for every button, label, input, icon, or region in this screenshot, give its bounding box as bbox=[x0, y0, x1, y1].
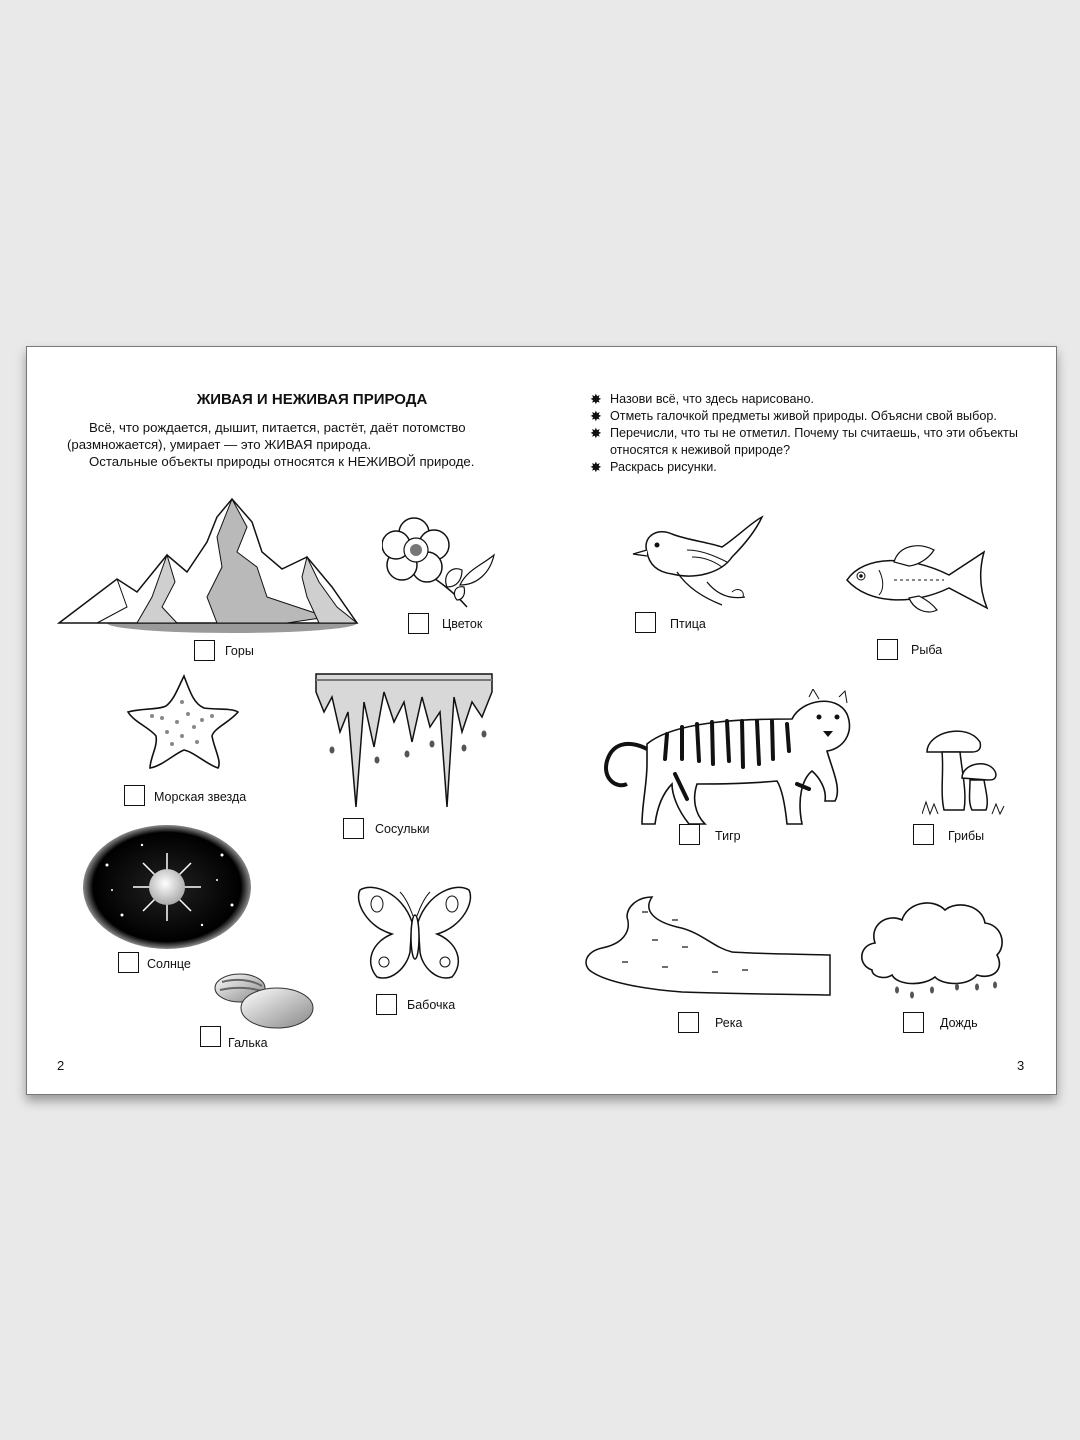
star-bullet-icon: ✸ bbox=[590, 408, 602, 424]
sun-icon bbox=[82, 825, 252, 950]
item-label-bird: Птица bbox=[670, 617, 706, 631]
star-bullet-icon: ✸ bbox=[590, 459, 602, 475]
checkbox-fish[interactable] bbox=[877, 639, 898, 660]
item-label-icicles: Сосульки bbox=[375, 822, 430, 836]
butterfly-icon bbox=[352, 882, 477, 987]
fish-icon bbox=[839, 540, 994, 620]
task-item: ✸ Раскрась рисунки. bbox=[590, 459, 717, 475]
page-number-right: 3 bbox=[1017, 1058, 1025, 1073]
mountains-icon bbox=[57, 497, 362, 637]
icicles-icon bbox=[312, 672, 497, 812]
task-list bbox=[590, 391, 1030, 476]
mushrooms-icon bbox=[922, 722, 1007, 817]
checkbox-flower[interactable] bbox=[408, 613, 429, 634]
starfish-icon bbox=[122, 672, 242, 772]
workbook-spread bbox=[26, 346, 1057, 1095]
checkbox-mountains[interactable] bbox=[194, 640, 215, 661]
page-title: ЖИВАЯ И НЕЖИВАЯ ПРИРОДА bbox=[196, 391, 428, 408]
checkbox-tiger[interactable] bbox=[679, 824, 700, 845]
item-label-mushrooms: Грибы bbox=[948, 829, 985, 843]
pebbles-icon bbox=[212, 970, 317, 1030]
checkbox-bird[interactable] bbox=[635, 612, 656, 633]
item-label-mountains: Горы bbox=[225, 644, 254, 658]
star-bullet-icon: ✸ bbox=[590, 391, 602, 407]
item-label-rain: Дождь bbox=[940, 1016, 978, 1030]
item-label-flower: Цветок bbox=[442, 617, 483, 631]
checkbox-river[interactable] bbox=[678, 1012, 699, 1033]
checkbox-mushrooms[interactable] bbox=[913, 824, 934, 845]
item-label-starfish: Морская звезда bbox=[154, 790, 247, 804]
intro-line-2: Остальные объекты природы относятся к НЕЖИВОЙ природе. bbox=[89, 454, 475, 469]
task-item: ✸ Назови всё, что здесь нарисовано. bbox=[590, 391, 815, 407]
checkbox-starfish[interactable] bbox=[124, 785, 145, 806]
task-item: ✸ Перечисли, что ты не отметил. Почему ты считаешь, что эти объекты относятся к неживой природе? bbox=[590, 425, 1018, 457]
tiger-icon bbox=[587, 689, 857, 829]
page-number-left: 2 bbox=[57, 1058, 65, 1073]
rain-cloud-icon bbox=[857, 895, 1007, 1000]
river-icon bbox=[582, 892, 832, 997]
task-item: ✸ Отметь галочкой предметы живой природы. Объясни свой выбор. bbox=[590, 408, 997, 424]
flower-icon bbox=[382, 515, 502, 610]
item-label-pebbles: Галька bbox=[228, 1036, 268, 1050]
checkbox-sun[interactable] bbox=[118, 952, 139, 973]
checkbox-rain[interactable] bbox=[903, 1012, 924, 1033]
star-bullet-icon: ✸ bbox=[590, 425, 602, 441]
bird-icon bbox=[627, 512, 767, 607]
intro-text bbox=[67, 419, 523, 470]
intro-line-1: Всё, что рождается, дышит, питается, растёт, даёт потомство (размножается), умирает — это ЖИВАЯ природа. bbox=[67, 420, 466, 452]
item-label-butterfly: Бабочка bbox=[407, 998, 456, 1012]
item-label-river: Река bbox=[715, 1016, 743, 1030]
checkbox-pebbles[interactable] bbox=[200, 1026, 221, 1047]
item-label-fish: Рыба bbox=[911, 643, 943, 657]
checkbox-icicles[interactable] bbox=[343, 818, 364, 839]
item-label-sun: Солнце bbox=[147, 957, 191, 971]
item-label-tiger: Тигр bbox=[715, 829, 741, 843]
checkbox-butterfly[interactable] bbox=[376, 994, 397, 1015]
